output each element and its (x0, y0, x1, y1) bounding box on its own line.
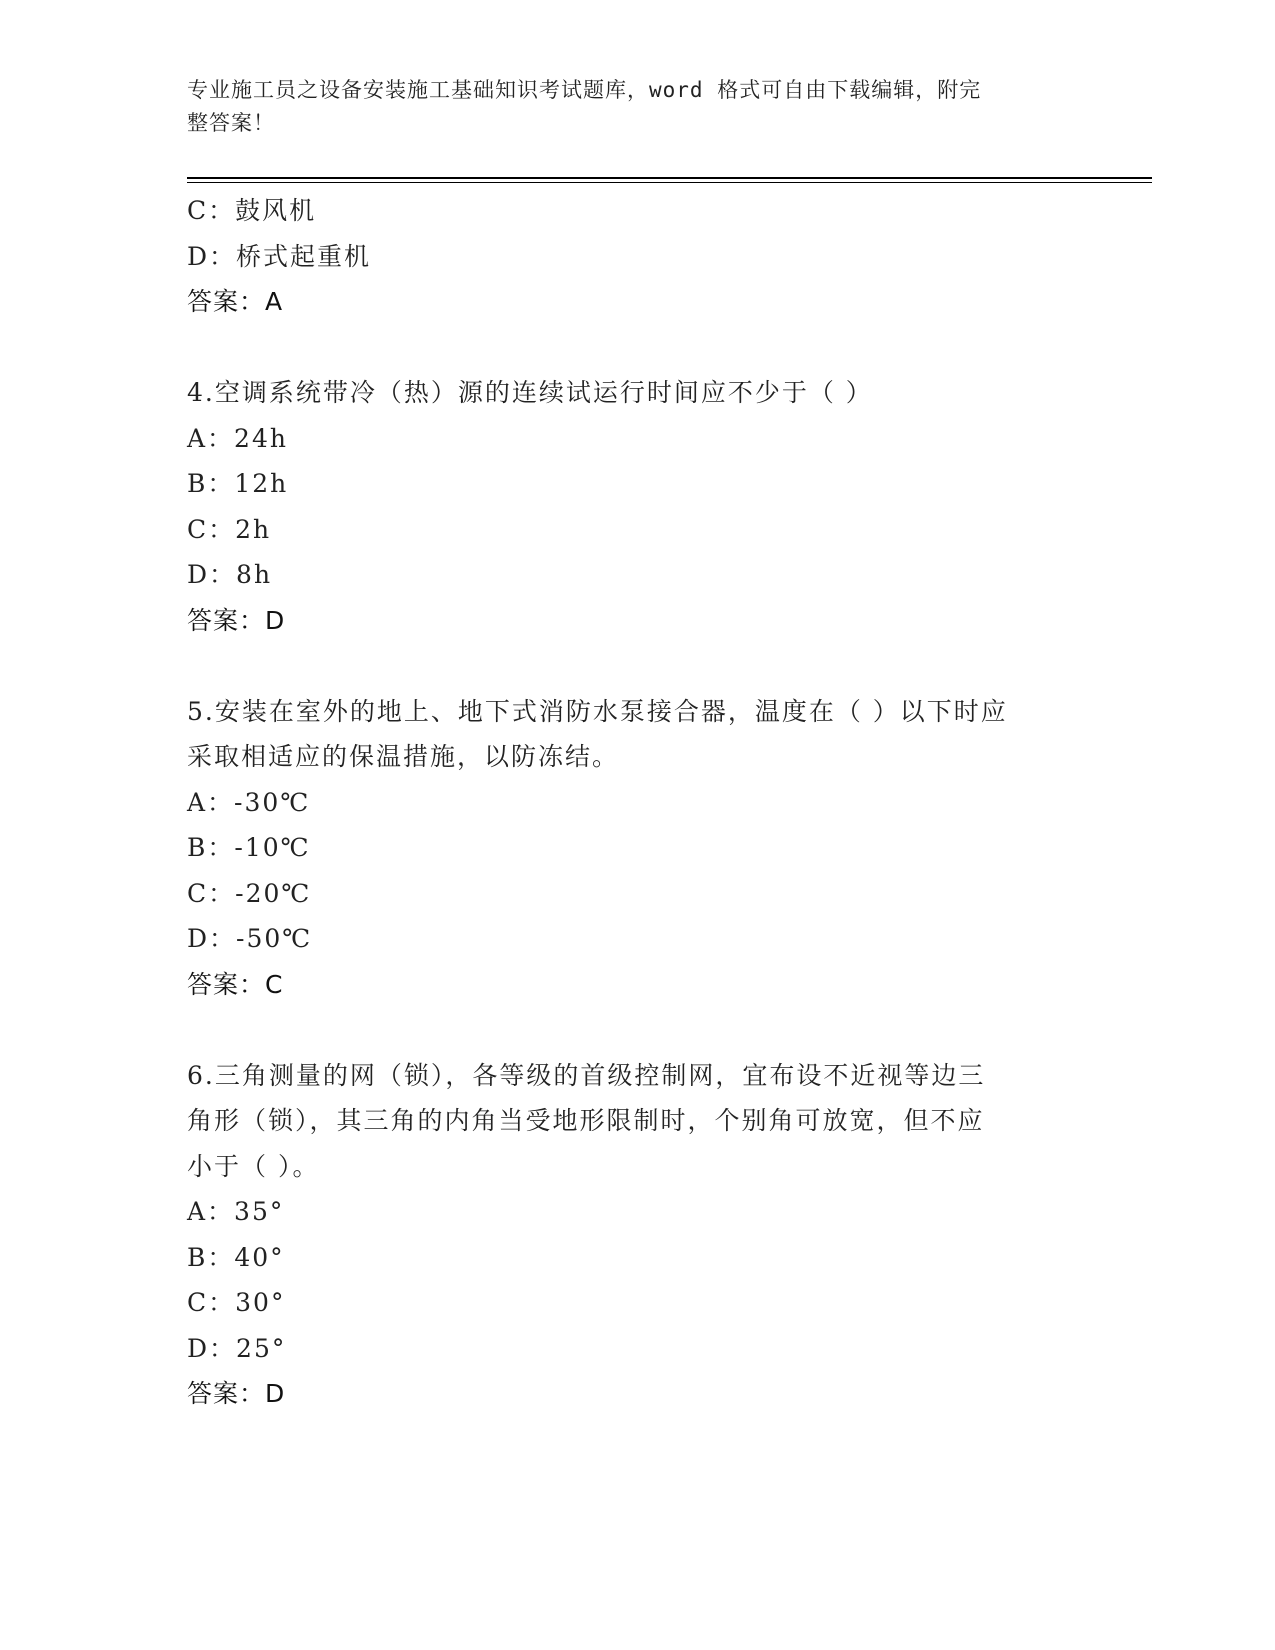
spacer (187, 1007, 1087, 1053)
q4-option-a: A：24h (187, 423, 288, 453)
q5-option-d: D：-50℃ (187, 924, 313, 953)
q5-option-c: C：-20℃ (187, 878, 312, 908)
q4-option-d: D：8h (187, 560, 273, 589)
q6-option-d: D：25° (187, 1333, 287, 1363)
header-rule-thin (187, 182, 1152, 183)
question-6 (187, 1053, 1087, 1417)
spacer (187, 325, 1087, 371)
q3-answer: 答案：A (187, 287, 284, 316)
header-line-1: 专业施工员之设备安装施工基础知识考试题库，word 格式可自由下载编辑，附完 (187, 78, 982, 102)
q6-question-line-1: 6.三角测量的网（锁），各等级的首级控制网，宜布设不近视等边三 (187, 1060, 986, 1090)
question-5 (187, 689, 1087, 1008)
question-3-tail (187, 188, 1087, 325)
q5-question-line-2: 采取相适应的保温措施，以防冻结。 (187, 742, 620, 771)
q4-answer: 答案：D (187, 605, 286, 635)
q6-question-line-3: 小于（ ）。 (187, 1151, 320, 1181)
q3-option-d: D：桥式起重机 (187, 241, 372, 271)
q6-answer: 答案：D (187, 1379, 286, 1408)
q5-option-b: B：-10℃ (187, 833, 311, 862)
header-line-2: 整答案！ (187, 111, 275, 135)
q6-option-b: B：40° (187, 1242, 285, 1272)
spacer (187, 643, 1087, 689)
q5-question-line-1: 5.安装在室外的地上、地下式消防水泵接合器，温度在（ ）以下时应 (187, 696, 1008, 726)
question-4 (187, 370, 1087, 643)
q6-option-c: C：30° (187, 1288, 286, 1317)
q3-option-c: C：鼓风机 (187, 196, 317, 225)
header-rule-thick (187, 177, 1152, 179)
q4-question: 4.空调系统带冷（热）源的连续试运行时间应不少于（ ） (187, 378, 873, 407)
q6-question-line-2: 角形（锁），其三角的内角当受地形限制时，个别角可放宽，但不应 (187, 1106, 985, 1135)
question-content (187, 188, 1087, 1417)
q6-option-a: A：35° (187, 1197, 285, 1226)
q4-option-c: C：2h (187, 514, 272, 544)
q5-answer: 答案：C (187, 969, 284, 999)
q4-option-b: B：12h (187, 469, 289, 498)
page-header (187, 74, 1067, 140)
q5-option-a: A：-30℃ (187, 787, 311, 817)
